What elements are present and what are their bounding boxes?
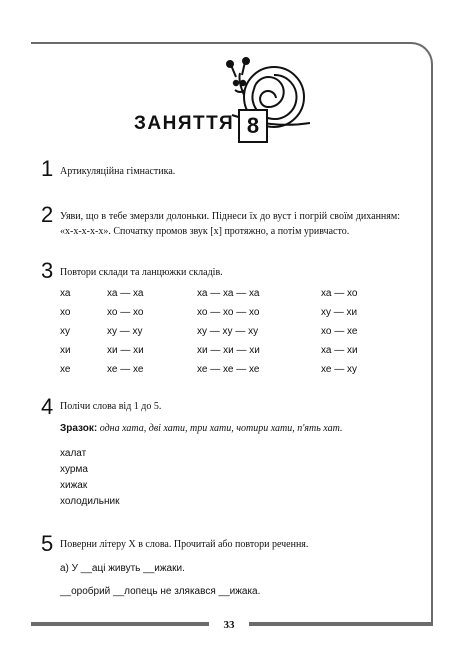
word-item: халат	[60, 448, 87, 459]
example	[60, 421, 400, 436]
syllable: хо	[60, 307, 71, 318]
lesson-number: 8	[238, 109, 268, 143]
example-label: Зразок:	[60, 423, 98, 434]
syllable-row	[60, 288, 380, 307]
syllable: хо — хе	[321, 326, 358, 337]
syllable: ху — хи	[321, 307, 358, 318]
task-number: 5	[41, 531, 54, 556]
task-text: Артикуляційна гімнастика.	[60, 166, 176, 177]
syllable: хи — хи	[107, 345, 144, 356]
syllable: ху	[60, 326, 70, 337]
syllable: ху — ху	[107, 326, 143, 337]
syllable: хо — хо	[107, 307, 144, 318]
syllable: ху — ху — ху	[197, 326, 259, 337]
task-text: Полічи слова від 1 до 5.	[60, 401, 162, 412]
syllable: хе — хе	[107, 364, 144, 375]
syllable-grid	[60, 288, 380, 383]
word-item: холодильник	[60, 496, 120, 507]
syllable-row	[60, 326, 380, 345]
task-text: Поверни літеру Х в слова. Прочитай або повтори речення.	[60, 539, 309, 550]
syllable: ха	[60, 288, 71, 299]
syllable-row	[60, 345, 380, 364]
lesson-title: ЗАНЯТТЯ	[134, 113, 235, 134]
syllable: хе — ху	[321, 364, 358, 375]
task-number: 4	[41, 394, 54, 419]
syllable: ха — хи	[321, 345, 358, 356]
example-text: одна хата, дві хати, три хати, чотири хати, п'ять хат.	[99, 423, 343, 434]
syllable: хе	[60, 364, 71, 375]
word-list	[60, 446, 119, 510]
word-item: хурма	[60, 464, 88, 475]
syllable: ха — хо	[321, 288, 358, 299]
task-text: Уяви, що в тебе змерзли долоньки. Піднеси їх до вуст і погрій своїм диханням: «х-х-х-х-х». Спочатку промов звук [х] протяжно, а потім уривчасто.	[60, 211, 400, 237]
sentence: __оробрий __лопець не злякався __ижака.	[60, 586, 261, 597]
task-number: 1	[41, 156, 54, 181]
syllable: хи	[60, 345, 71, 356]
word-item: хижак	[60, 480, 88, 491]
syllable-row	[60, 307, 380, 326]
syllable: ха — ха	[107, 288, 144, 299]
syllable: хо — хо — хо	[197, 307, 260, 318]
task-number: 3	[41, 258, 54, 283]
syllable: хе — хе — хе	[197, 364, 260, 375]
page-number: 33	[209, 614, 249, 636]
syllable: хи — хи — хи	[197, 345, 260, 356]
syllable: ха — ха — ха	[197, 288, 260, 299]
syllable-row	[60, 364, 380, 383]
task-number: 2	[41, 202, 54, 227]
sentence: а) У __аці живуть __ижаки.	[60, 563, 185, 574]
task-text: Повтори склади та ланцюжки складів.	[60, 267, 223, 278]
